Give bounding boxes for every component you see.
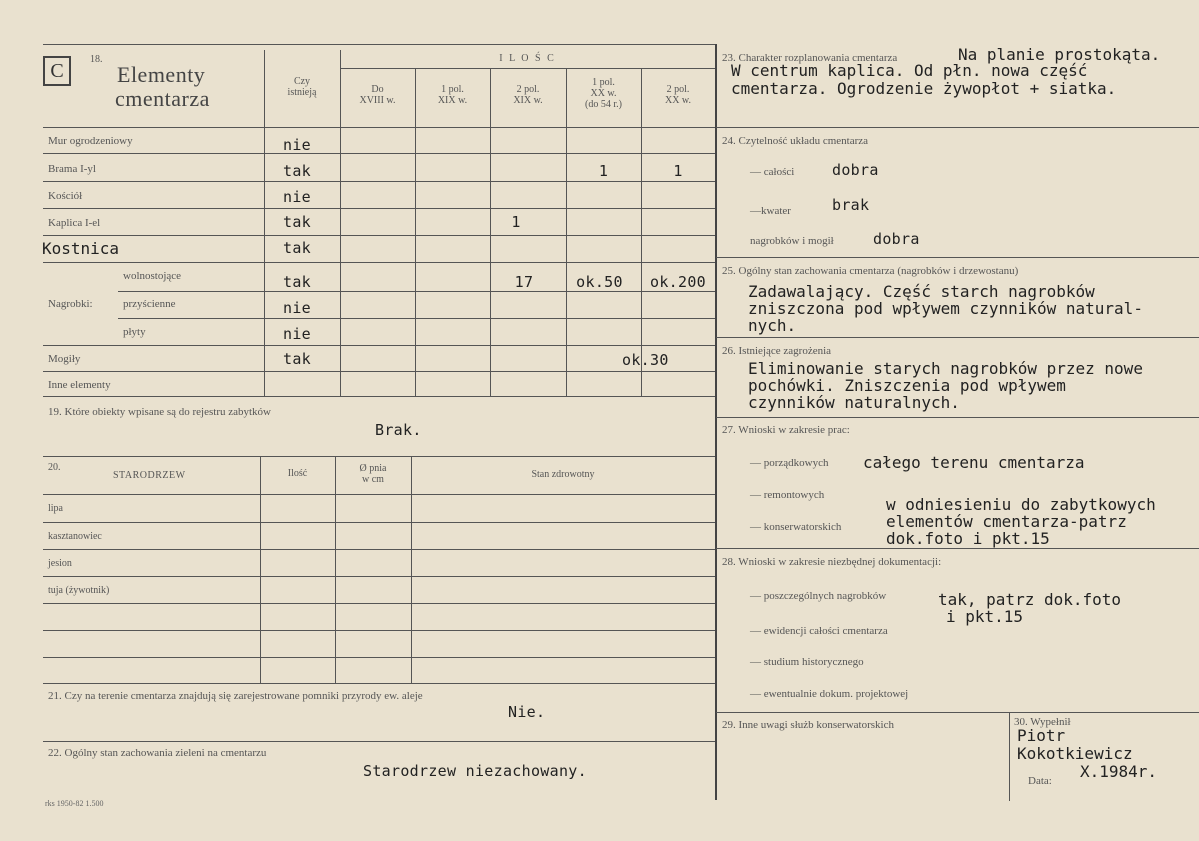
s18-header-bottom <box>43 127 715 128</box>
s27-porzadkowych-label: — porządkowych <box>750 457 829 469</box>
czy-mur: nie <box>283 136 311 154</box>
wolnostojace-2pol-xix: 17 <box>514 273 534 291</box>
s20-divider-2 <box>335 456 336 683</box>
s26-top <box>716 337 1199 338</box>
s22-value: Starodrzew niezachowany. <box>363 762 587 780</box>
s29-label: 29. Inne uwagi służb konserwatorskich <box>722 719 894 731</box>
tree-kasztanowiec: kasztanowiec <box>48 531 102 542</box>
s28-item4-label: — ewentualnie dokum. projektowej <box>750 688 909 700</box>
row-line <box>43 396 715 397</box>
s25-line2: zniszczona pod wpływem czynników natural- <box>748 299 1143 318</box>
row-label-przyscienne: przyścienne <box>123 298 176 310</box>
row-line <box>43 371 715 372</box>
s22-label: 22. Ogólny stan zachowania zieleni na cmentarzu <box>48 747 267 759</box>
s25-label: 25. Ogólny stan zachowania cmentarza (nagrobków i drzewostanu) <box>722 265 1019 277</box>
s24-label: 24. Czytelność układu cmentarza <box>722 135 869 147</box>
wolnostojace-2pol-xx: ok.200 <box>650 273 706 291</box>
col-2pol-xix: 2 pol. XIX w. <box>513 84 543 106</box>
s21-label: 21. Czy na terenie cmentarza znajdują się zarejestrowane pomniki przyrody ew. aleje <box>48 690 423 702</box>
s18-col-divider-5 <box>566 68 567 396</box>
s18-number: 18. <box>90 54 103 65</box>
s20-header-bottom <box>43 494 715 495</box>
s20-col-ilosc: Ilość <box>287 468 308 479</box>
row-line <box>43 262 715 263</box>
row-label-mogily: Mogiły <box>48 353 81 365</box>
tree-lipa: lipa <box>48 503 63 514</box>
col-2pol-xx: 2 pol. XX w. <box>664 84 691 106</box>
top-line-left <box>43 44 715 45</box>
row-line <box>118 291 715 292</box>
s24-kwater-label: —kwater <box>750 205 791 217</box>
row-label-brama: Brama I-yl <box>48 163 96 175</box>
s28-top <box>716 548 1199 549</box>
s28-label: 28. Wnioski w zakresie niezbędnej dokumentacji: <box>722 556 942 568</box>
czy-wolnostojace: tak <box>283 273 311 291</box>
czy-kosciol: nie <box>283 188 311 206</box>
s27-konserw-line2: elementów cmentarza-patrz <box>886 512 1127 531</box>
s27-konserw-line1: w odniesieniu do zabytkowych <box>886 495 1156 514</box>
s20-row-line <box>43 522 715 523</box>
s18-title-line2: cmentarza <box>115 86 210 111</box>
row-label-plyty: płyty <box>123 326 146 338</box>
s18-col-divider-4 <box>490 68 491 396</box>
s27-label: 27. Wnioski w zakresie prac: <box>722 424 850 436</box>
s18-title-line1: Elementy <box>117 62 206 87</box>
brama-1pol-xx: 1 <box>598 162 609 180</box>
czy-przyscienne: nie <box>283 299 311 317</box>
s20-number: 20. <box>48 462 61 473</box>
s20-top <box>43 456 715 457</box>
s19-label: 19. Które obiekty wpisane są do rejestru zabytków <box>48 406 271 418</box>
mogily-value: ok.30 <box>622 351 669 369</box>
s27-konserw-line3: dok.foto i pkt.15 <box>886 529 1050 548</box>
s24-nagrobkow-value: dobra <box>873 230 920 248</box>
wolnostojace-1pol-xx: ok.50 <box>576 273 623 291</box>
form-footer: rks 1950-82 1.500 <box>45 799 104 808</box>
row-line <box>118 318 715 319</box>
col-ilosc: I L O Ś C <box>499 53 556 64</box>
s24-calosci-label: — całości <box>750 166 795 178</box>
czy-mogily: tak <box>283 350 311 368</box>
s26-line1: Eliminowanie starych nagrobków przez nowe <box>748 359 1143 378</box>
s28-item3-label: — studium historycznego <box>750 656 864 668</box>
s20-divider-1 <box>260 456 261 683</box>
s18-col-divider-3 <box>415 68 416 396</box>
s22-top <box>43 741 715 742</box>
row-label-mur: Mur ogrodzeniowy <box>48 135 133 147</box>
row-line <box>43 181 715 182</box>
row-line <box>43 153 715 154</box>
section-letter-box <box>43 56 71 86</box>
s27-remontowych-label: — remontowych <box>750 489 825 501</box>
s20-row-line <box>43 630 715 631</box>
s24-calosci-value: dobra <box>832 161 879 179</box>
s20-col-stan: Stan zdrowotny <box>531 469 595 480</box>
s18-col-divider-6 <box>641 68 642 396</box>
s26-line2: pochówki. Zniszczenia pod wpływem <box>748 376 1066 395</box>
s29-s30-divider <box>1009 712 1010 801</box>
row-label-kostnica: Kostnica <box>42 239 120 258</box>
s30-name2: Kokotkiewicz <box>1017 744 1133 763</box>
czy-brama: tak <box>283 162 311 180</box>
s21-value: Nie. <box>508 703 546 721</box>
s27-konserwatorskich-label: — konserwatorskich <box>750 521 842 533</box>
row-line <box>43 345 715 346</box>
s24-kwater-value: brak <box>832 196 870 214</box>
s27-top <box>716 417 1199 418</box>
col-1pol-xix: 1 pol. XIX w. <box>437 84 468 106</box>
row-label-kosciol: Kościół <box>48 190 83 202</box>
s24-top <box>716 127 1199 128</box>
s24-nagrobkow-label: nagrobków i mogił <box>750 235 834 247</box>
brama-2pol-xx: 1 <box>673 162 683 180</box>
center-divider <box>715 44 717 800</box>
s30-label: 30. Wypełnił <box>1014 716 1071 728</box>
s20-row-line <box>43 657 715 658</box>
s30-date: X.1984r. <box>1080 762 1158 781</box>
czy-kaplica: tak <box>283 213 311 231</box>
col-czy-istnieja: Czy istnieją <box>287 76 317 98</box>
tree-jesion: jesion <box>48 558 72 569</box>
czy-kostnica: tak <box>283 239 311 257</box>
s29-top <box>716 712 1199 713</box>
s23-label: 23. Charakter rozplanowania cmentarza <box>722 52 898 64</box>
s19-value: Brak. <box>375 421 422 439</box>
s28-item1-label: — poszczególnych nagrobków <box>750 590 887 602</box>
s28-item1-line2: i pkt.15 <box>946 607 1024 626</box>
s30-name1: Piotr <box>1017 726 1066 745</box>
s27-porzadkowych-value: całego terenu cmentarza <box>863 453 1085 472</box>
s26-label: 26. Istniejące zagrożenia <box>722 345 832 357</box>
row-label-wolnostojace: wolnostojące <box>123 270 182 282</box>
col-1pol-xx: 1 pol. XX w. (do 54 r.) <box>585 77 622 110</box>
row-label-inne: Inne elementy <box>48 379 111 391</box>
s25-line1: Zadawalający. Część starch nagrobków <box>748 282 1095 301</box>
s20-col-pnia: Ø pnia w cm <box>359 463 387 485</box>
s28-item1-line1: tak, patrz dok.foto <box>938 590 1122 609</box>
s20-row-line <box>43 603 715 604</box>
ilosc-underline <box>340 68 715 69</box>
kaplica-2pol-xix: 1 <box>511 213 521 231</box>
s25-top <box>716 257 1199 258</box>
col-do-xviii: Do XVIII w. <box>359 84 396 106</box>
row-label-kaplica: Kaplica I-el <box>48 217 101 229</box>
s23-line3: cmentarza. Ogrodzenie żywopłot + siatka. <box>731 79 1117 98</box>
s23-line2: W centrum kaplica. Od płn. nowa część <box>731 61 1088 80</box>
s20-title: STARODRZEW <box>113 470 186 481</box>
czy-plyty: nie <box>283 325 311 343</box>
s20-divider-3 <box>411 456 412 683</box>
section-letter: C <box>50 60 64 82</box>
s25-line3: nych. <box>748 316 797 335</box>
s20-row-line <box>43 683 715 684</box>
s20-row-line <box>43 576 715 577</box>
s28-item2-label: — ewidencji całości cmentarza <box>750 625 888 637</box>
tree-tuja: tuja (żywotnik) <box>48 585 110 596</box>
row-line <box>43 235 715 236</box>
s23-line1: Na planie prostokąta. <box>958 45 1161 64</box>
s30-date-label: Data: <box>1028 775 1052 787</box>
s26-line3: czynników naturalnych. <box>748 393 960 412</box>
row-label-nagrobki: Nagrobki: <box>48 298 93 310</box>
row-line <box>43 208 715 209</box>
s20-row-line <box>43 549 715 550</box>
